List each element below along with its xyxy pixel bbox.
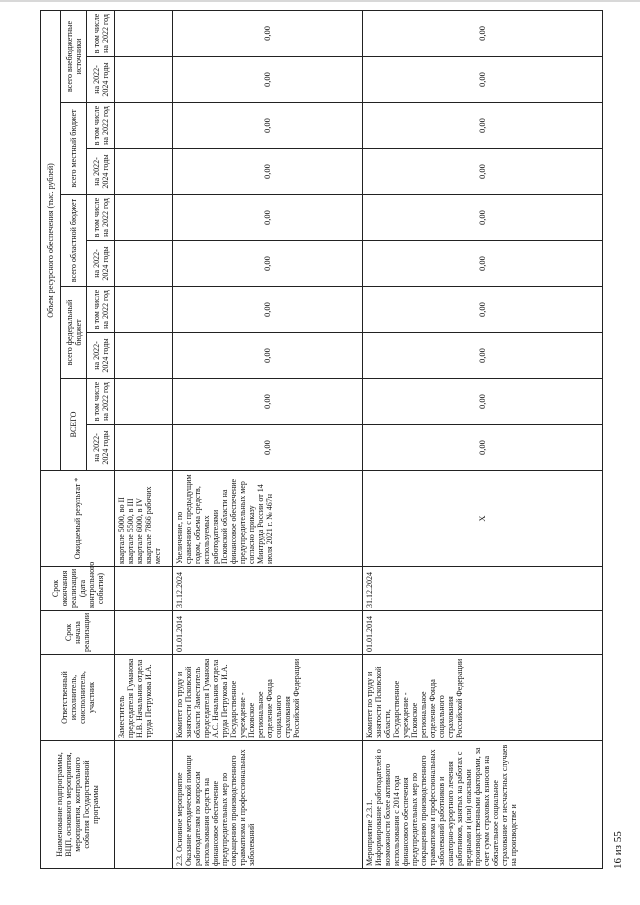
page-number: 16 из 55 [612,831,624,869]
scan-edge-line [0,0,640,2]
cell-value [115,333,173,379]
cell-value: 0,00 [173,57,363,103]
cell-value: 0,00 [363,241,603,287]
cell-name [115,741,173,869]
cell-value: 0,00 [363,379,603,425]
header-total: ВСЕГО [61,379,87,471]
cell-value [115,149,173,195]
subheader-2022: в том числе на 2022 год [87,287,115,333]
cell-value: 0,00 [363,333,603,379]
header-regional: всего областной бюджет [61,195,87,287]
header-name: Наименование подпрограммы, ВЦП, основного мероприятия, мероприятия, контрольного события Государственной программы [41,741,115,869]
header-start: Срок начала реализации [41,611,115,655]
subheader-period: на 2022-2024 годы [87,425,115,471]
cell-value: 0,00 [173,241,363,287]
header-resources: Объем ресурсного обеспечения (тыс. рублей) [41,10,61,470]
cell-value [115,241,173,287]
cell-executor: Комитет по труду и занятости Псковской области Заместитель председателя Гуманова А.С. Начальник отдела труда Петрукова И.А. Государственное учреждение - Псковское региональное отделение Фонда социального страхования Российской Федерации [173,655,363,741]
cell-executor: Комитет по труду и занятости Псковской области, Государственное учреждение - Псковское региональное отделение Фонда социального страхования Российской Федерации [363,655,603,741]
cell-executor: Заместитель председателя Гуманова Н.В. Начальник отдела труда Петрукова И.А. [115,655,173,741]
cell-value: 0,00 [173,287,363,333]
header-executor: Ответственный исполнитель, соисполнитель, участник [41,655,115,741]
cell-value: 0,00 [363,425,603,471]
cell-result: X [363,471,603,567]
header-offbudget: всего внебюджетные источники [61,10,87,102]
cell-end: 31.12.2024 [173,567,363,611]
cell-name: 2.3. Основное мероприятие Оказание методической помощи работодателям по вопросам использования средств на финансовое обеспечение предупредительных мер по сокращению производственного травматизма и профессиональных заболеваний [173,741,363,869]
cell-end: 31.12.2024 [363,567,603,611]
cell-value: 0,00 [173,149,363,195]
subheader-period: на 2022-2024 годы [87,57,115,103]
cell-value: 0,00 [173,195,363,241]
header-local: всего местный бюджет [61,103,87,195]
header-end: Срок окончания реализации (дата контрольного события) [41,567,115,611]
cell-value: 0,00 [363,195,603,241]
cell-value [115,57,173,103]
cell-value: 0,00 [173,10,363,56]
table-row [115,10,173,868]
cell-value [115,287,173,333]
subheader-2022: в том числе на 2022 год [87,379,115,425]
cell-value [115,10,173,56]
cell-value: 0,00 [173,425,363,471]
cell-value: 0,00 [363,287,603,333]
cell-value [115,379,173,425]
cell-start [115,611,173,655]
header-federal: всего федеральный бюджет [61,287,87,379]
header-result: Ожидаемый результат * [41,471,115,567]
cell-end [115,567,173,611]
cell-start: 01.01.2014 [173,611,363,655]
cell-result: квартале 5000, во II квартале 5500, в III квартале 6000, в IV квартале 7866 рабочих мест [115,471,173,567]
cell-name: Мероприятие 2.3.1. Информирование работодателей о возможности более активного использования с 2014 года финансового обеспечения предупредительных мер по сокращению производственного травматизма и профессиональных заболеваний работников и санаторно-курортного лечения работников, занятых на работах с вредными и (или) опасными производственными факторами, за счет сумм страховых взносов на обязательное социальное страхование от несчастных случаев на производстве и [363,741,603,869]
cell-value: 0,00 [173,333,363,379]
subheader-period: на 2022-2024 годы [87,333,115,379]
cell-value: 0,00 [363,103,603,149]
cell-value: 0,00 [173,379,363,425]
cell-value: 0,00 [363,149,603,195]
table-row [363,10,603,868]
cell-result: Увеличение, по сравнению с предыдущим годом, объема средств, используемых работодателями Псковской области на финансовое обеспечение предупредительных мер согласно приказу Минтруда России от 14 июля 2021 г. № 467н [173,471,363,567]
subheader-period: на 2022-2024 годы [87,149,115,195]
cell-value: 0,00 [363,10,603,56]
subheader-2022: в том числе на 2022 год [87,195,115,241]
cell-value: 0,00 [173,103,363,149]
cell-start: 01.01.2014 [363,611,603,655]
cell-value: 0,00 [363,57,603,103]
table-row [173,10,363,868]
cell-value [115,425,173,471]
subheader-period: на 2022-2024 годы [87,241,115,287]
cell-value [115,103,173,149]
subheader-2022: в том числе на 2022 год [87,10,115,56]
subheader-2022: в том числе на 2022 год [87,103,115,149]
cell-value [115,195,173,241]
resource-table [40,10,603,869]
